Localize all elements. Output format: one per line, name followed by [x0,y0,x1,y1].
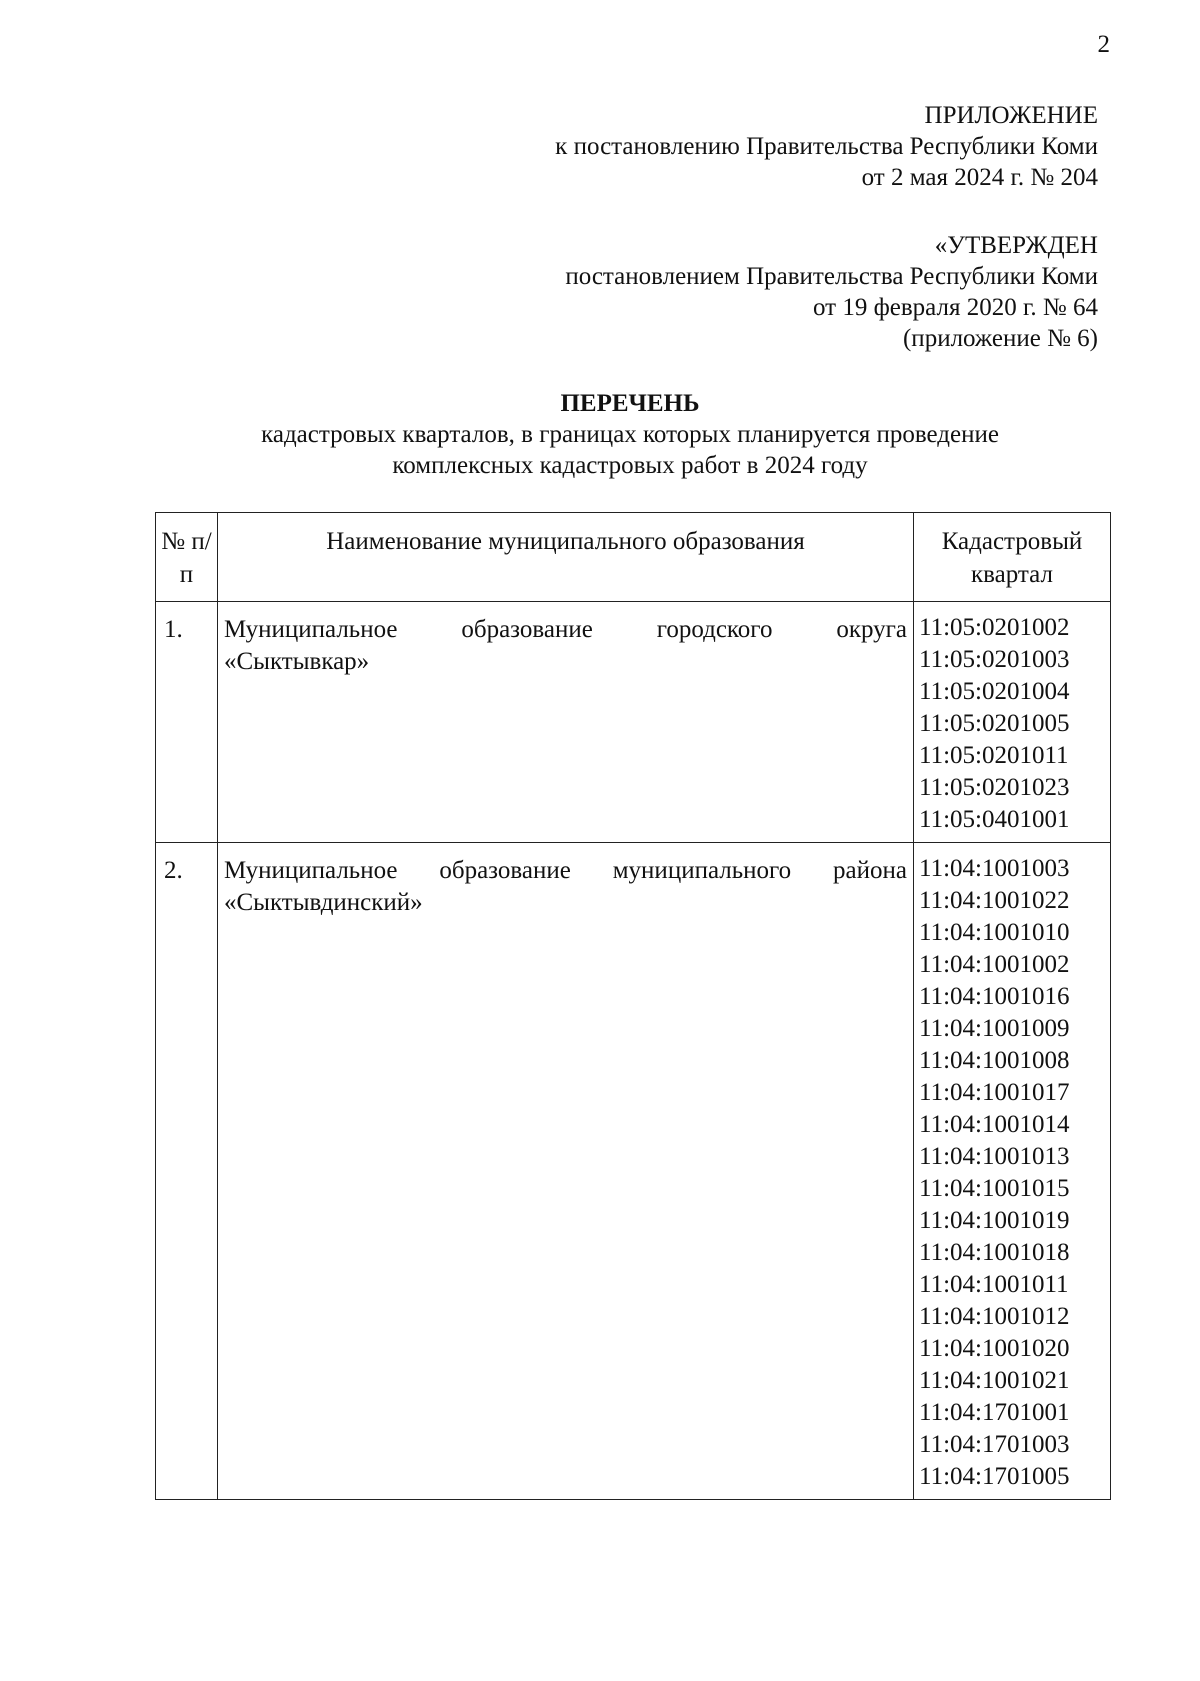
municipality-name-line: «Сыктывкар» [224,648,370,675]
municipality-name-line: «Сыктывдинский» [224,889,423,916]
municipality-name-line: Муниципальное образование городского округа [224,616,907,643]
cadastral-code: 11:04:1701003 [919,1431,1070,1458]
cadastral-code: 11:04:1701001 [919,1399,1070,1426]
cadastral-code: 11:05:0201005 [919,710,1070,737]
table-row [156,602,1111,843]
appendix-block [555,100,1098,193]
cadastral-code: 11:04:1001021 [919,1367,1070,1394]
approved-annex: (приложение № 6) [902,325,1098,352]
approved-block [565,230,1098,354]
cadastral-code: 11:05:0201004 [919,678,1070,705]
table-body [156,602,1111,1500]
cadastral-code: 11:04:1001009 [919,1015,1070,1042]
cadastral-code: 11:05:0201002 [919,614,1070,641]
cadastral-code: 11:04:1001017 [919,1079,1070,1106]
cadastral-code: 11:04:1001008 [919,1047,1070,1074]
cadastral-code: 11:05:0401001 [919,806,1070,833]
document-heading [0,388,1200,481]
heading-title: ПЕРЕЧЕНЬ [560,390,700,417]
cadastral-code: 11:04:1001020 [919,1335,1070,1362]
cadastral-code: 11:05:0201023 [919,774,1070,801]
cadastral-table [155,512,1111,1500]
appendix-line: к постановлению Правительства Республики Коми [555,133,1098,160]
municipality-cell [218,843,914,1500]
cadastral-code: 11:04:1001012 [919,1303,1070,1330]
cadastral-code: 11:04:1001015 [919,1175,1070,1202]
cadastral-code: 11:04:1001018 [919,1239,1070,1266]
approved-title: «УТВЕРЖДЕН [934,232,1098,259]
cadastral-code: 11:04:1001019 [919,1207,1070,1234]
table-row [156,843,1111,1500]
municipality-cell [218,602,914,843]
approved-date: от 19 февраля 2020 г. № 64 [812,294,1098,321]
cadastral-code: 11:05:0201003 [919,646,1070,673]
appendix-date: от 2 мая 2024 г. № 204 [861,164,1098,191]
heading-subtitle-line: комплексных кадастровых работ в 2024 году [392,452,868,479]
heading-subtitle-line: кадастровых кварталов, в границах которых планируется проведение [261,421,999,448]
table-header-row [156,513,1111,602]
header-num: № п/п [156,513,218,602]
cadastral-code: 11:04:1001016 [919,983,1070,1010]
page-number: 2 [1097,31,1110,58]
header-name: Наименование муниципального образования [218,513,914,602]
approved-line: постановлением Правительства Республики Коми [565,263,1098,290]
cadastral-codes-cell [914,843,1111,1500]
header-code: Кадастровый квартал [914,513,1111,602]
cadastral-codes-cell [914,602,1111,843]
row-number: 2. [156,843,218,1500]
cadastral-code: 11:04:1001022 [919,887,1070,914]
municipality-name-line: Муниципальное образование муниципального района [224,857,907,884]
row-number: 1. [156,602,218,843]
cadastral-code: 11:04:1701005 [919,1463,1070,1490]
appendix-title: ПРИЛОЖЕНИЕ [924,102,1098,129]
cadastral-code: 11:04:1001013 [919,1143,1070,1170]
cadastral-code: 11:04:1001010 [919,919,1070,946]
cadastral-code: 11:05:0201011 [919,742,1069,769]
cadastral-code: 11:04:1001011 [919,1271,1069,1298]
cadastral-code: 11:04:1001003 [919,855,1070,882]
cadastral-code: 11:04:1001014 [919,1111,1070,1138]
cadastral-code: 11:04:1001002 [919,951,1070,978]
